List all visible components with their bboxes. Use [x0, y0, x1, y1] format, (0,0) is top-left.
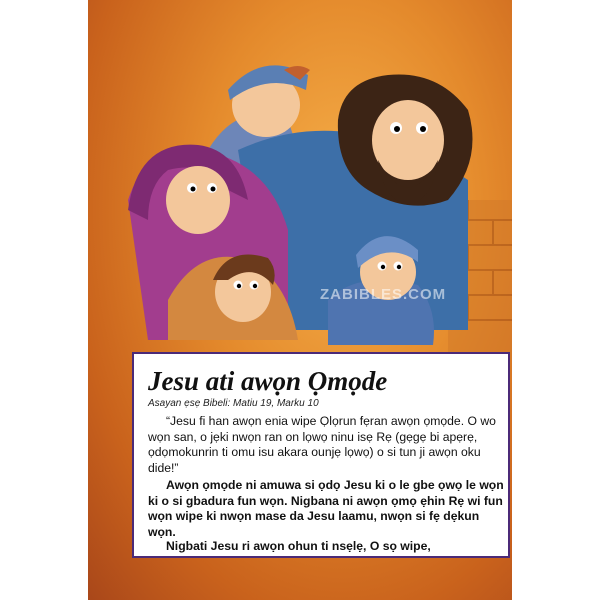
paragraph-3-text: Nigbati Jesu ri awọn ohun ti nsẹlẹ, O sọ wipe,: [166, 539, 431, 553]
story-paragraph-3: [148, 539, 504, 555]
scripture-reference: Asayan ẹsẹ Bibeli: Matiu 19, Marku 10: [148, 398, 319, 409]
story-paragraph-1: [148, 414, 504, 476]
story-title: Jesu ati awọn Ọmọde: [148, 366, 388, 396]
story-paragraph-2: [148, 478, 504, 540]
illustration-jesus-with-children: [88, 0, 512, 360]
paragraph-2-text: Awọn ọmọde ni amuwa si ọdọ Jesu ki o le gbe ọwọ le wọn ki o si gbadura fun wọn. Nigbana ni awọn ọmọ ẹhin Rẹ wi fun wọn wipe ki nwọn mase da Jesu laamu, nwọn si fẹ dẹkun wọn.: [148, 478, 504, 539]
paragraph-1-text: “Jesu fi han awọn enia wipe Ọlọrun fẹran awọn ọmọde. O wo wọn san, o jẹki nwọn ran on lọwọ ninu isẹ Rẹ (gẹgẹ bi apẹrẹ, ọdọmokunrin ti omu isu akara ounjẹ lọwọ) o si tun ji awọn oku dide!”: [148, 414, 496, 475]
watermark: ZABIBLES.COM: [320, 286, 447, 303]
